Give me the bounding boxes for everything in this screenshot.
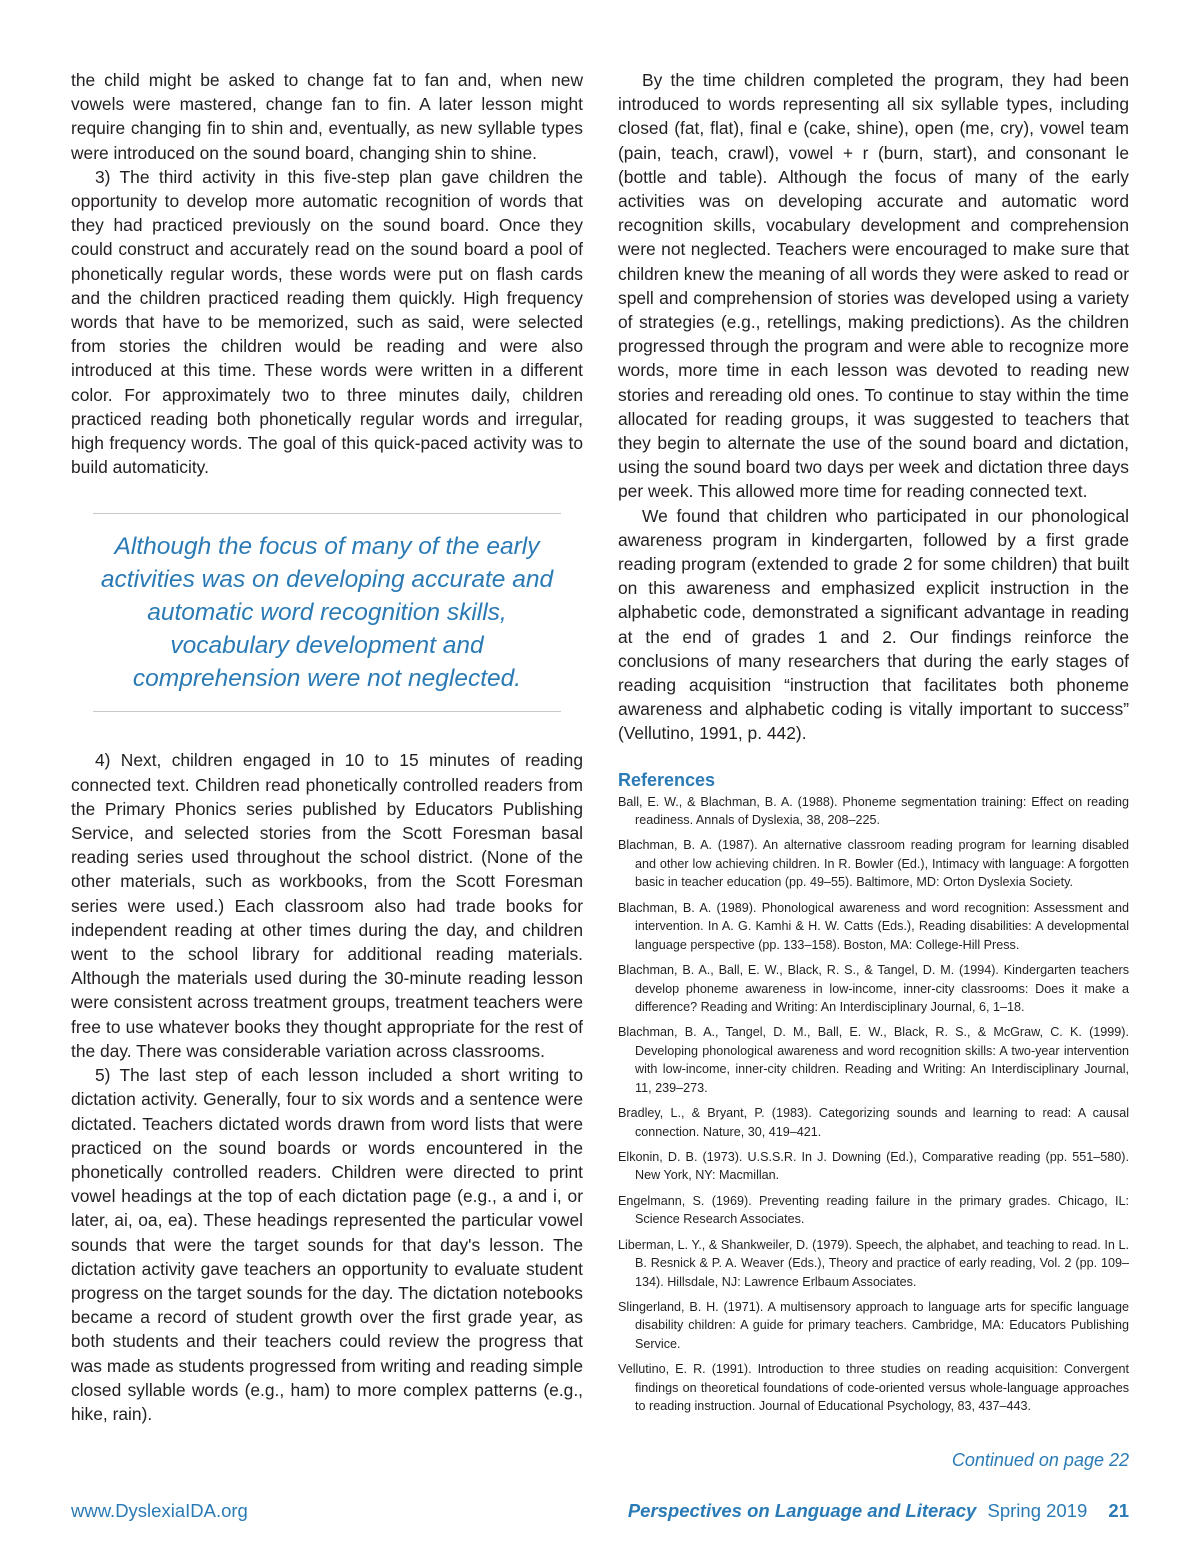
page-footer [71,1500,1129,1528]
left-column [71,68,583,1426]
references-list [618,793,1129,1416]
reference-item: Slingerland, B. H. (1971). A multisensory approach to language arts for specific language disability children: A guide for primary teachers. Cambridge, MA: Educators Publishing Service. [618,1299,1129,1351]
reference-item: Engelmann, S. (1969). Preventing reading failure in the primary grades. Chicago, IL: Science Research Associates. [618,1193,1129,1227]
body-paragraph: 3) The third activity in this five-step plan gave children the opportunity to develop more automatic recognition of words that they had practiced previously on the sound board. Once they could construct and accurately read on the sound board a pool of phonetically regular words, these words were put on flash cards and the children practiced reading them quickly. High frequency words that have to be memorized, such as said, were selected from stories the children would be reading and were also introduced at this time. These words were written in a different color. For approximately two to three minutes daily, children practiced reading both phonetically regular words and irregular, high frequency words. The goal of this quick-paced activity was to build automaticity. [71,166,583,478]
body-paragraph: 4) Next, children engaged in 10 to 15 minutes of reading connected text. Children read phonetically controlled readers from the Primary Phonics series published by Educators Publishing Service, and selected stories from the Scott Foresman basal reading series used throughout the school district. (None of the other materials, such as workbooks, from the Scott Foresman series were used.) Each classroom also had trade books for independent reading at other times during the day, and children went to the school library for additional reading materials. Although the materials used during the 30-minute reading lesson were consistent across treatment groups, treatment teachers were free to use whatever books they thought appropriate for the rest of the day. There was considerable variation across classrooms. [71,750,583,1061]
page-number: 21 [1108,1500,1129,1521]
references-heading: References [618,769,716,790]
pull-quote: Although the focus of many of the early activities was on developing accurate and automatic word recognition skills, vocabulary development and comprehension were not neglected. [93,513,561,712]
footer-right [628,1500,1129,1522]
continued-link[interactable]: Continued on page 22 [951,1450,1129,1470]
reference-item: Ball, E. W., & Blachman, B. A. (1988). Phoneme segmentation training: Effect on reading readiness. Annals of Dyslexia, 38, 208–225. [618,794,1129,828]
body-paragraph: 5) The last step of each lesson included a short writing to dictation activity. Generally, four to six words and a sentence were dictated. Teachers dictated words drawn from word lists that were practiced on the sound boards or words encountered in the phonetically controlled readers. Children were directed to print vowel headings at the top of each dictation page (e.g., a and i, or later, ai, oa, ea). These headings represented the particular vowel sounds that were the target sounds for that day's lesson. The dictation activity gave teachers an opportunity to evaluate student progress on the target sounds for the day. The dictation notebooks became a record of student growth over the first grade year, as both students and their teachers could review the progress that was made as students progressed from writing and reading simple closed syllable words (e.g., ham) to more complex patterns (e.g., hike, rain). [71,1065,583,1424]
journal-title: Perspectives on Language and Literacy [627,1500,977,1521]
reference-item: Vellutino, E. R. (1991). Introduction to three studies on reading acquisition: Convergent findings on theoretical foundations of code-oriented versus whole-language approaches to reading instruction. Journal of Educational Psychology, 83, 437–443. [618,1362,1129,1414]
reference-item: Blachman, B. A., Tangel, D. M., Ball, E. W., Black, R. S., & McGraw, C. K. (1999). Developing phonological awareness and word recognition skills: A two-year intervention with low-income, inner-city children. Reading and Writing: An Interdisciplinary Journal, 11, 239–273. [618,1025,1129,1095]
reference-item: Bradley, L., & Bryant, P. (1983). Categorizing sounds and learning to read: A causal connection. Nature, 30, 419–421. [618,1106,1129,1139]
right-column [618,68,1129,1422]
body-paragraph: the child might be asked to change fat to fan and, when new vowels were mastered, change fan to fin. A later lesson might require changing fin to shin and, eventually, as new syllable types were introduced on the sound board, changing shin to shine. [71,70,583,163]
reference-item: Blachman, B. A., Ball, E. W., Black, R. S., & Tangel, D. M. (1994). Kindergarten teachers develop phoneme awareness in low-income, inner-city classrooms: Does it make a difference? Reading and Writing: An Interdisciplinary Journal, 6, 1–18. [618,963,1129,1015]
website-link[interactable]: www.DyslexiaIDA.org [71,1500,248,1521]
reference-item: Elkonin, D. B. (1973). U.S.S.R. In J. Downing (Ed.), Comparative reading (pp. 551–580). New York, NY: Macmillan. [618,1149,1129,1183]
body-paragraph: We found that children who participated in our phonological awareness program in kindergarten, followed by a first grade reading program (extended to grade 2 for some children) that built on this awareness and emphasized explicit instruction in the alphabetic code, demonstrated a significant advantage in reading at the end of grades 1 and 2. Our findings reinforce the conclusions of many researchers that during the early stages of reading acquisition “instruction that facilitates both phoneme awareness and alphabetic coding is vitally important to success” (Vellutino, 1991, p. 442). [618,505,1129,744]
reference-item: Blachman, B. A. (1987). An alternative classroom reading program for learning disabled and other low achieving children. In R. Bowler (Ed.), Intimacy with language: A forgotten basic in teacher education (pp. 49–55). Baltimore, MD: Orton Dyslexia Society. [618,838,1129,890]
issue-label: Spring 2019 [987,1500,1088,1521]
reference-item: Blachman, B. A. (1989). Phonological awareness and word recognition: Assessment and intervention. In A. G. Kamhi & H. W. Catts (Eds.), Reading disabilities: A developmental language perspective (pp. 133–158). Boston, MA: College-Hill Press. [618,900,1129,952]
body-paragraph: By the time children completed the program, they had been introduced to words representing all six syllable types, including closed (fat, flat), final e (cake, shine), open (me, cry), vowel team (pain, teach, crawl), vowel + r (burn, start), and consonant le (bottle and table). Although the focus of many of the early activities was on developing accurate and automatic word recognition skills, vocabulary development and comprehension were not neglected. Teachers were encouraged to make sure that children knew the meaning of all words they were asked to read or spell and comprehension of stories was developed using a variety of strategies (e.g., retellings, making predictions). As the children progressed through the program and were able to recognize more words, more time in each lesson was devoted to reading new stories and rereading old ones. To continue to stay within the time allocated for reading groups, it was suggested to teachers that they begin to alternate the use of the sound board and dictation, using the sound board two days per week and dictation three days per week. This allowed more time for reading connected text. [618,70,1129,502]
reference-item: Liberman, L. Y., & Shankweiler, D. (1979). Speech, the alphabet, and teaching to read. In L. B. Resnick & P. A. Weaver (Eds.), Theory and practice of early reading, Vol. 2 (pp. 109–134). Hillsdale, NJ: Lawrence Erlbaum Associates. [618,1237,1129,1289]
